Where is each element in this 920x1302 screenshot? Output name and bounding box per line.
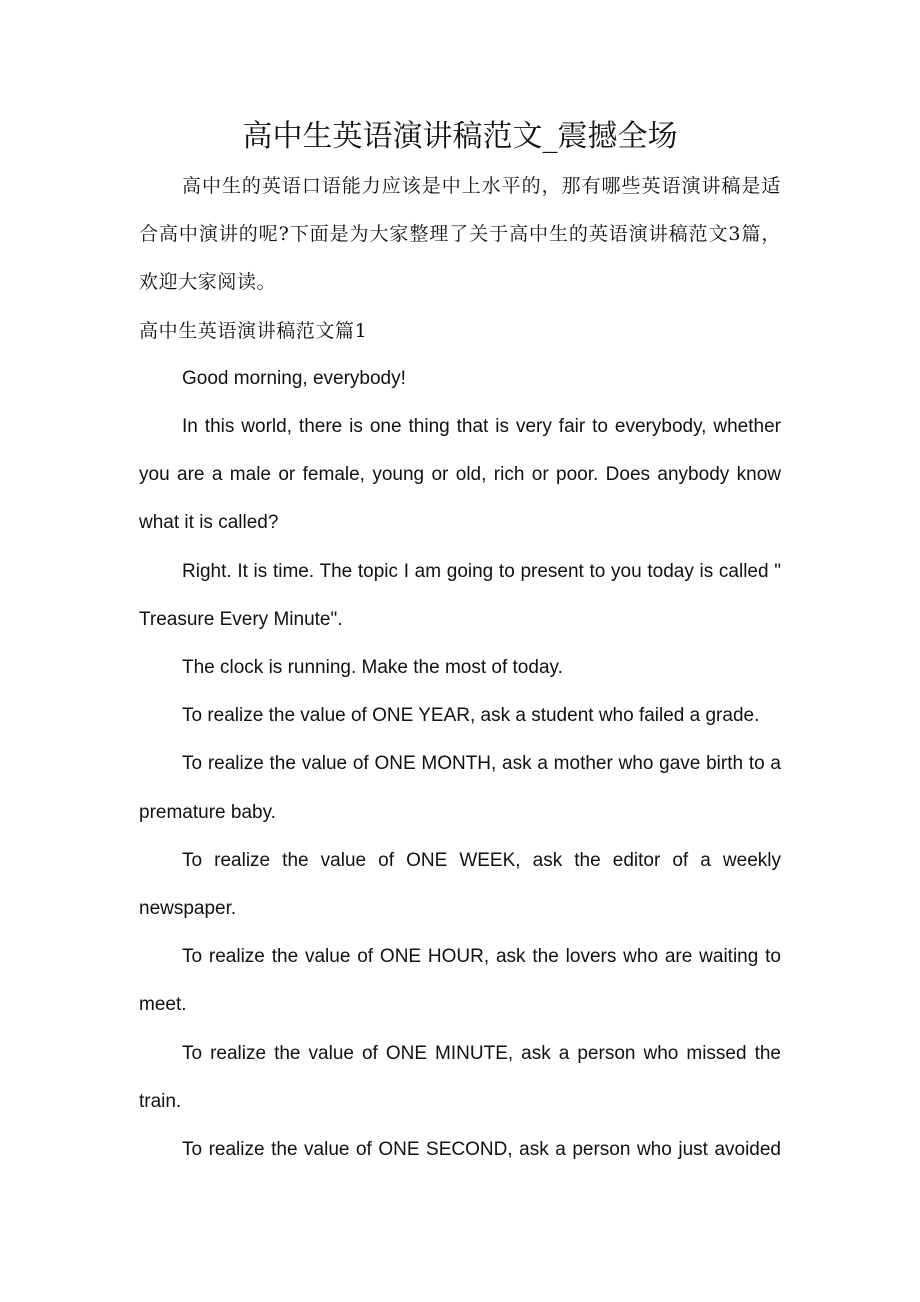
paragraph-fair-thing: In this world, there is one thing that is very fair to everybody, whether you are a male or female, young or old, rich or poor. Does anybody know what it is called? (139, 416, 781, 534)
paragraph-one-year: To realize the value of ONE YEAR, ask a student who failed a grade. (182, 705, 760, 727)
paragraph-one-month: To realize the value of ONE MONTH, ask a mother who gave birth to a premature baby. (139, 753, 781, 823)
paragraph-greeting: Good morning, everybody! (182, 367, 406, 389)
paragraph-one-second: To realize the value of ONE SECOND, ask a person who just avoided (182, 1139, 781, 1161)
intro-paragraph: 高中生的英语口语能力应该是中上水平的，那有哪些英语演讲稿是适合高中演讲的呢?下面是为大家整理了关于高中生的英语演讲稿范文3篇，欢迎大家阅读。 (139, 175, 781, 294)
paragraph-topic: Right. It is time. The topic I am going to present to you today is called " Treasure Every Minute". (139, 560, 781, 630)
section-heading: 高中生英语演讲稿范文篇1 (139, 319, 368, 342)
paragraph-one-minute: To realize the value of ONE MINUTE, ask a person who missed the train. (139, 1042, 781, 1112)
document-body (139, 112, 781, 1174)
paragraph-one-week: To realize the value of ONE WEEK, ask the editor of a weekly newspaper. (139, 849, 781, 920)
paragraph-clock: The clock is running. Make the most of today. (182, 657, 563, 679)
paragraph-one-hour: To realize the value of ONE HOUR, ask the lovers who are waiting to meet. (139, 946, 781, 1016)
document-title: 高中生英语演讲稿范文_震撼全场 (242, 119, 678, 154)
